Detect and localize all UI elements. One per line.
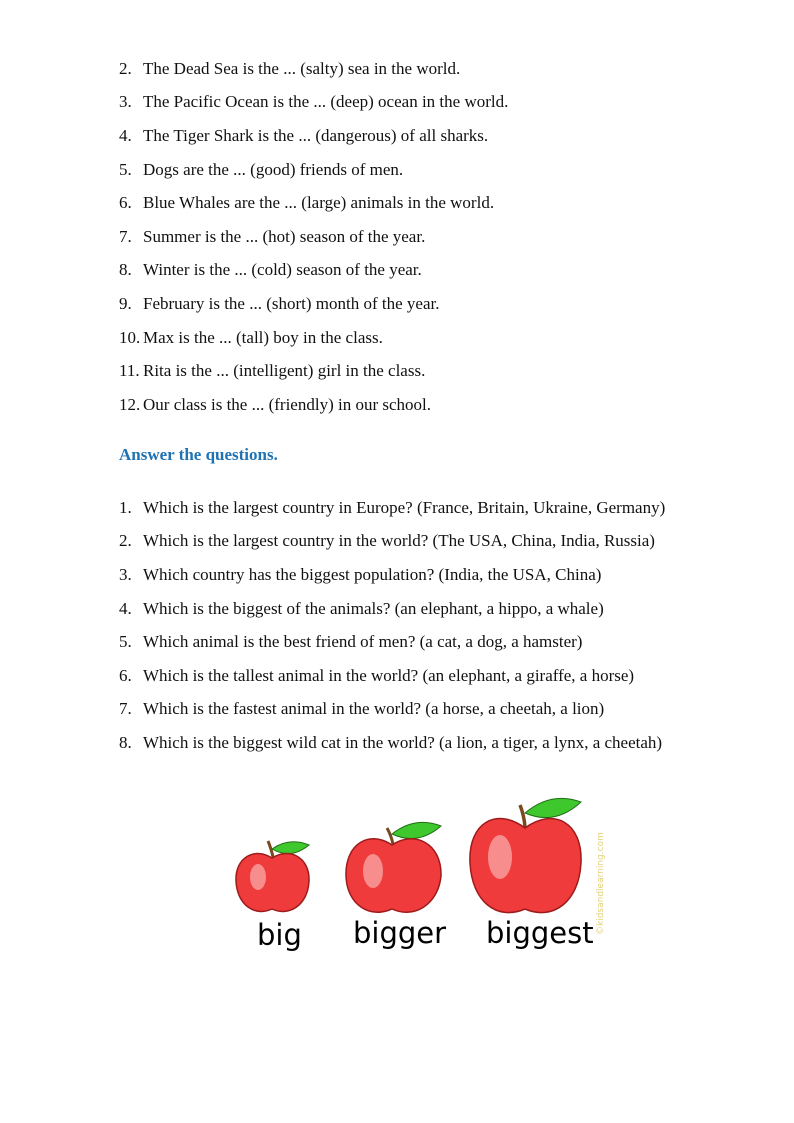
item-number: 8. <box>119 260 132 280</box>
list-item <box>119 525 665 559</box>
list-item <box>119 287 508 321</box>
apple-body <box>346 839 441 912</box>
list-item <box>119 119 508 153</box>
item-number: 10. <box>119 327 141 347</box>
item-text: Winter is the ... (cold) season of the year. <box>143 260 422 280</box>
item-number: 7. <box>119 226 132 246</box>
apple-medium-icon <box>346 822 441 912</box>
list-item <box>119 558 665 592</box>
list-item <box>119 254 508 288</box>
item-text: February is the ... (short) month of the year. <box>143 293 440 313</box>
item-number: 6. <box>119 193 132 213</box>
apple-leaf-icon <box>272 842 309 854</box>
item-number: 3. <box>119 92 132 112</box>
list-item <box>119 186 508 220</box>
item-text: Which is the largest country in Europe? (France, Britain, Ukraine, Germany) <box>143 497 666 517</box>
label-big: big <box>257 918 302 952</box>
item-text: Which is the largest country in the world? (The USA, China, India, Russia) <box>143 531 655 551</box>
apple-body <box>470 819 581 913</box>
label-biggest: biggest <box>486 916 594 950</box>
item-text: Which is the biggest of the animals? (an elephant, a hippo, a whale) <box>143 598 604 618</box>
item-number: 4. <box>119 598 132 618</box>
label-bigger: bigger <box>353 916 447 950</box>
apple-stem <box>520 805 525 827</box>
apple-large-icon <box>470 798 581 912</box>
apple-leaf-icon <box>525 798 581 817</box>
list-item <box>119 52 508 86</box>
item-number: 2. <box>119 58 132 78</box>
apple-body <box>236 854 309 912</box>
questions-list <box>119 491 665 760</box>
list-item <box>119 592 665 626</box>
list-item <box>119 726 665 760</box>
item-text: Summer is the ... (hot) season of the year. <box>143 226 426 246</box>
list-item <box>119 86 508 120</box>
item-number: 4. <box>119 125 132 145</box>
apple-highlight <box>363 854 383 888</box>
item-number: 5. <box>119 632 132 652</box>
apple-small-icon <box>236 841 309 911</box>
item-text: Our class is the ... (friendly) in our school. <box>143 394 431 414</box>
item-text: Max is the ... (tall) boy in the class. <box>143 327 383 347</box>
apple-highlight <box>488 835 512 879</box>
list-item <box>119 153 508 187</box>
apples-illustration <box>225 785 625 960</box>
list-item <box>119 388 508 422</box>
item-text: Which is the fastest animal in the world? (a horse, a cheetah, a lion) <box>143 699 605 719</box>
watermark-text: ©kidsandlearning.com <box>596 832 606 935</box>
list-item <box>119 354 508 388</box>
apple-leaf-icon <box>392 822 441 838</box>
apple-stem <box>387 828 393 844</box>
item-number: 7. <box>119 699 132 719</box>
item-text: Which country has the biggest population? (India, the USA, China) <box>143 564 602 584</box>
exercise-continuation-list <box>119 52 508 422</box>
item-text: Which is the biggest wild cat in the world? (a lion, a tiger, a lynx, a cheetah) <box>143 732 663 752</box>
item-number: 8. <box>119 732 132 752</box>
item-number: 12. <box>119 394 141 414</box>
list-item <box>119 659 665 693</box>
list-item <box>119 491 665 525</box>
item-text: The Dead Sea is the ... (salty) sea in the world. <box>143 58 461 78</box>
item-text: Blue Whales are the ... (large) animals in the world. <box>143 193 495 213</box>
item-number: 9. <box>119 293 132 313</box>
item-text: Which is the tallest animal in the world? (an elephant, a giraffe, a horse) <box>143 665 635 685</box>
section-heading: Answer the questions. <box>119 445 278 464</box>
item-number: 2. <box>119 531 132 551</box>
item-number: 3. <box>119 564 132 584</box>
item-text: Rita is the ... (intelligent) girl in the class. <box>143 361 426 381</box>
list-item <box>119 220 508 254</box>
list-item <box>119 693 665 727</box>
item-number: 6. <box>119 665 132 685</box>
item-text: The Pacific Ocean is the ... (deep) ocean in the world. <box>143 92 509 112</box>
item-text: Which animal is the best friend of men? (a cat, a dog, a hamster) <box>143 632 583 652</box>
item-number: 11. <box>119 361 140 381</box>
item-number: 1. <box>119 497 132 517</box>
item-number: 5. <box>119 159 132 179</box>
item-text: The Tiger Shark is the ... (dangerous) of all sharks. <box>143 125 489 145</box>
list-item <box>119 625 665 659</box>
apple-highlight <box>250 864 266 890</box>
list-item <box>119 321 508 355</box>
item-text: Dogs are the ... (good) friends of men. <box>143 159 404 179</box>
